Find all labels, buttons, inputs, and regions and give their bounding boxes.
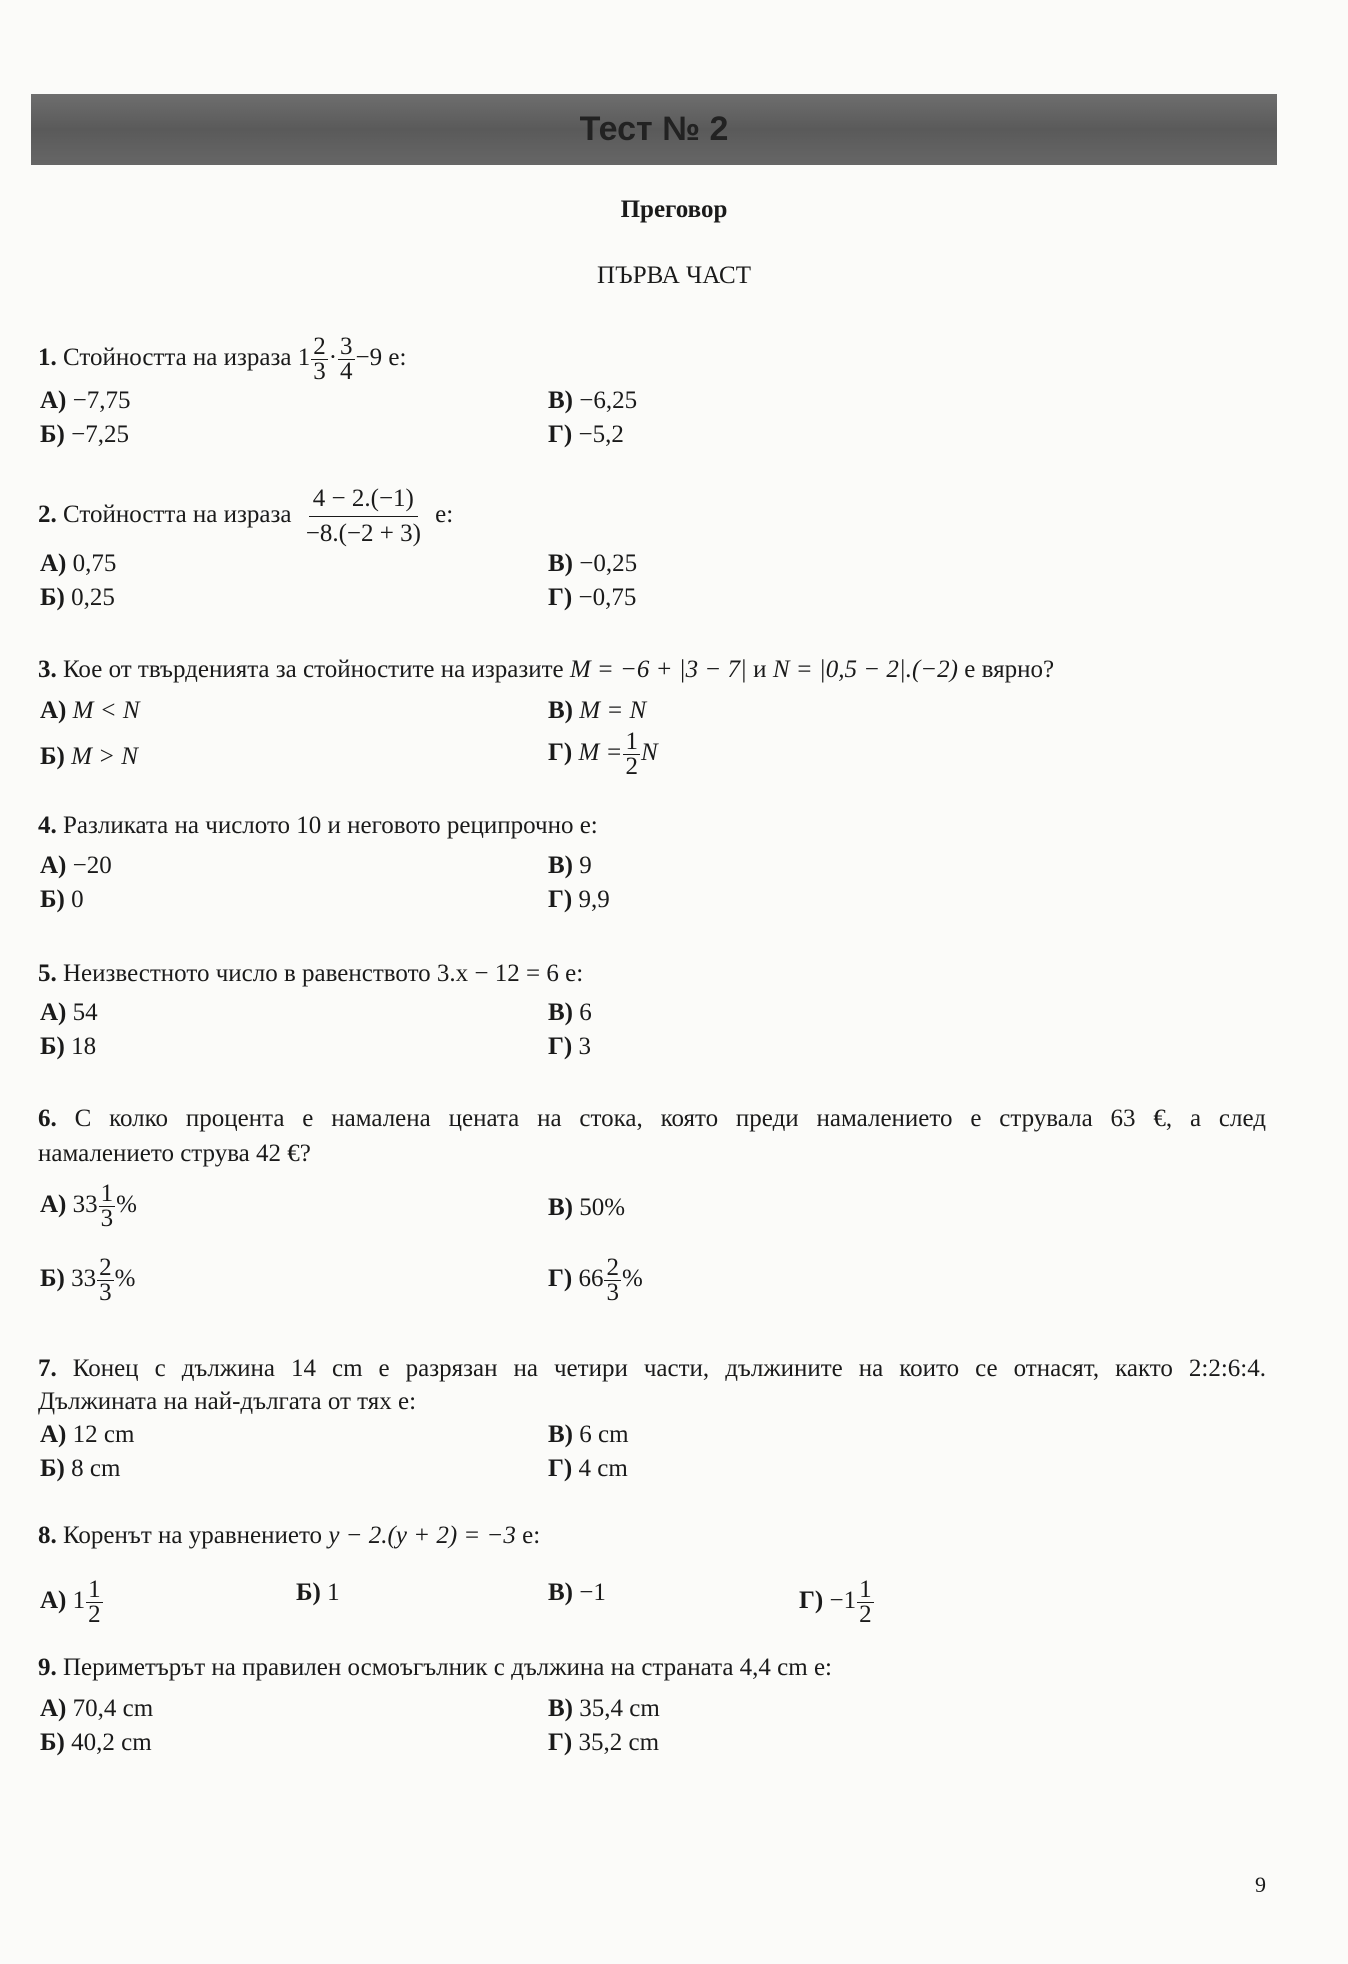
question-number: 5.: [38, 960, 57, 987]
test-title-banner: [31, 94, 1277, 165]
option-label: Г): [548, 421, 573, 448]
option-value: −0,25: [579, 550, 638, 577]
numerator: 1: [625, 728, 638, 755]
option-label: В): [548, 1695, 573, 1722]
option-b[interactable]: [40, 1256, 135, 1305]
question-text: Периметърът на правилен осмоъгълник с дължина на страната 4,4 cm е:: [63, 1654, 832, 1681]
option-label: В): [548, 1421, 573, 1448]
option-value: M = N: [579, 697, 647, 724]
question-text: Кое от твърденията за стойностите на изразите: [63, 656, 564, 683]
option-value: 8 cm: [71, 1455, 121, 1482]
numerator: 2: [99, 1254, 112, 1281]
option-label: В): [548, 852, 573, 879]
option-value: 1: [327, 1579, 340, 1606]
option-label: Б): [40, 743, 65, 770]
option-value: 0,25: [71, 584, 115, 611]
option-value: 35,2 cm: [578, 1729, 660, 1756]
question-8: [38, 1521, 540, 1551]
option-b[interactable]: [40, 742, 138, 772]
option-b[interactable]: [296, 1578, 340, 1608]
option-value: 9: [579, 852, 592, 879]
percent-sign: %: [621, 1265, 643, 1293]
option-label: А): [40, 999, 67, 1026]
expr: −9: [355, 344, 383, 372]
question-text: е:: [522, 1522, 541, 1549]
option-c[interactable]: [548, 549, 637, 579]
option-b[interactable]: [40, 885, 84, 915]
question-number: 1.: [38, 344, 57, 372]
option-value: 18: [71, 1033, 97, 1060]
option-label: А): [40, 1421, 67, 1448]
option-value: 12 cm: [72, 1421, 135, 1448]
question-number: 9.: [38, 1654, 57, 1681]
fraction: [86, 1578, 103, 1627]
question-text: Стойността на израза: [63, 501, 292, 529]
option-d[interactable]: [548, 1256, 643, 1305]
numerator: 2: [313, 333, 326, 360]
option-value: −0,75: [578, 584, 637, 611]
option-value: 6 cm: [579, 1421, 629, 1448]
question-text: Конец с дължина 14 cm е разрязан на четири части, дължините на които се отнасят, както 2:2:6:4.: [72, 1355, 1266, 1382]
option-value: 0: [71, 886, 84, 913]
question-text: Стойността на израза: [63, 344, 292, 372]
option-label: А): [40, 1695, 67, 1722]
question-text: е:: [435, 501, 454, 529]
option-label: А): [40, 697, 67, 724]
fraction: [97, 1256, 114, 1305]
option-value: −7,75: [72, 387, 131, 414]
option-label: А): [40, 1191, 67, 1219]
numerator: 3: [340, 333, 353, 360]
option-d[interactable]: [548, 583, 636, 613]
question-text: Разликата на числото 10 и неговото реципрочно е:: [63, 812, 598, 839]
question-2: [38, 482, 453, 551]
option-label: В): [548, 387, 573, 414]
fraction: [306, 482, 421, 551]
option-value: 3: [578, 1033, 591, 1060]
question-9: [38, 1653, 832, 1683]
fraction: [99, 1182, 116, 1231]
option-a[interactable]: [40, 1578, 104, 1627]
option-d[interactable]: [799, 1578, 875, 1627]
option-label: Г): [548, 584, 573, 611]
numerator: 1: [88, 1576, 101, 1603]
option-label: А): [40, 1587, 67, 1615]
question-6: [38, 1104, 1266, 1134]
option-value: −6,25: [579, 387, 638, 414]
option-label: Г): [548, 739, 573, 767]
denominator: 2: [88, 1601, 101, 1628]
question-number: 7.: [38, 1355, 57, 1382]
page-number: 9: [1255, 1872, 1266, 1897]
option-label: Г): [548, 1033, 573, 1060]
option-value: 35,4 cm: [579, 1695, 660, 1722]
expr: 1: [297, 344, 311, 372]
option-label: Г): [548, 886, 573, 913]
option-label: Г): [548, 1729, 573, 1756]
option-c[interactable]: [548, 851, 592, 881]
fraction: [311, 335, 328, 384]
expr-m: M = −6 + |3 − 7|: [569, 656, 747, 683]
question-number: 2.: [38, 501, 57, 529]
option-b[interactable]: [40, 1728, 152, 1758]
expr-n: N = |0,5 − 2|.(−2): [772, 656, 958, 683]
option-d[interactable]: [548, 730, 658, 779]
question-text: е вярно?: [964, 656, 1055, 683]
option-b[interactable]: [40, 1032, 96, 1062]
option-label: А): [40, 387, 67, 414]
option-a[interactable]: [40, 1182, 137, 1231]
option-label: Г): [799, 1587, 824, 1615]
option-value: M =: [578, 739, 623, 767]
option-c[interactable]: [548, 1193, 625, 1223]
fraction: [623, 730, 640, 779]
denominator: −8.(−2 + 3): [305, 520, 421, 547]
denominator: 3: [313, 358, 326, 385]
percent-sign: %: [114, 1265, 136, 1293]
option-c[interactable]: [548, 1578, 606, 1608]
option-d[interactable]: [548, 1032, 591, 1062]
option-label: В): [548, 550, 573, 577]
option-label: В): [548, 1194, 573, 1221]
section-title: Преговор: [620, 196, 728, 223]
option-a[interactable]: [40, 1694, 153, 1724]
question-5: [38, 959, 583, 989]
option-label: А): [40, 852, 67, 879]
question-text: и: [753, 656, 767, 683]
numerator: 1: [859, 1576, 872, 1603]
option-value: −20: [72, 852, 112, 879]
option-label: Б): [40, 1729, 65, 1756]
question-text: е:: [388, 344, 407, 372]
denominator: 2: [859, 1601, 872, 1628]
option-value: 33: [71, 1265, 97, 1293]
question-text: Неизвестното число в равенството 3.x − 12 = 6 е:: [63, 960, 584, 987]
numerator: 1: [100, 1180, 114, 1207]
option-value: −7,25: [71, 421, 129, 448]
option-a[interactable]: [40, 696, 140, 726]
option-value: 9,9: [578, 886, 610, 913]
option-label: Б): [40, 1265, 65, 1293]
fraction: [604, 1256, 621, 1305]
question-6-cont: намалението струва 42 €?: [38, 1140, 311, 1167]
question-number: 8.: [38, 1522, 57, 1549]
option-a[interactable]: [40, 549, 116, 579]
option-value: 40,2 cm: [71, 1729, 152, 1756]
option-label: Г): [548, 1455, 573, 1482]
option-value: 54: [72, 999, 98, 1026]
question-7: [38, 1354, 1266, 1384]
option-b[interactable]: [40, 583, 115, 613]
option-value: N: [640, 739, 658, 767]
numerator: 4 − 2.(−1): [309, 482, 418, 517]
option-label: А): [40, 550, 67, 577]
option-value: M < N: [72, 697, 140, 724]
option-c[interactable]: [548, 386, 637, 416]
equation: y − 2.(y + 2) = −3: [328, 1522, 516, 1549]
option-value: 33: [72, 1191, 98, 1219]
option-label: В): [548, 999, 573, 1026]
option-label: Б): [296, 1579, 321, 1606]
option-a[interactable]: [40, 851, 112, 881]
option-label: В): [548, 697, 573, 724]
percent-sign: %: [116, 1191, 137, 1219]
option-d[interactable]: [548, 420, 624, 450]
option-a[interactable]: [40, 386, 131, 416]
denominator: 2: [625, 753, 638, 780]
fraction: [857, 1578, 874, 1627]
option-value: 70,4 cm: [72, 1695, 154, 1722]
question-text: Коренът на уравнението: [63, 1522, 323, 1549]
numerator: 2: [606, 1254, 619, 1281]
option-label: Б): [40, 1455, 65, 1482]
option-c[interactable]: [548, 1694, 660, 1724]
denominator: 3: [606, 1279, 619, 1306]
option-value: 6: [579, 999, 592, 1026]
option-value: −5,2: [578, 421, 624, 448]
option-label: Б): [40, 886, 65, 913]
option-value: 66: [578, 1265, 604, 1293]
option-value: 4 cm: [578, 1455, 628, 1482]
question-4: [38, 811, 598, 841]
denominator: 4: [340, 358, 353, 385]
option-value: −1: [579, 1579, 606, 1606]
option-b[interactable]: [40, 420, 129, 450]
expr: ·: [328, 344, 338, 372]
option-b[interactable]: [40, 1454, 120, 1484]
part-title: ПЪРВА ЧАСТ: [596, 262, 752, 289]
fraction: [338, 335, 355, 384]
option-value: 0,75: [72, 550, 117, 577]
option-c[interactable]: [548, 1420, 629, 1450]
test-title: Тест № 2: [579, 110, 729, 148]
option-value: −1: [829, 1587, 857, 1615]
option-d[interactable]: [548, 885, 610, 915]
question-number: 6.: [38, 1105, 57, 1132]
option-value: 50%: [579, 1194, 626, 1221]
option-a[interactable]: [40, 1420, 134, 1450]
option-label: Б): [40, 421, 65, 448]
question-text: С колко процента е намалена цената на стока, която преди намалението е струвала 63 €, а след: [74, 1105, 1266, 1132]
question-3: [38, 655, 1054, 685]
question-1: [38, 335, 406, 384]
option-label: В): [548, 1579, 573, 1606]
option-label: Б): [40, 584, 65, 611]
option-d[interactable]: [548, 1728, 659, 1758]
question-number: 4.: [38, 812, 57, 839]
question-number: 3.: [38, 656, 57, 683]
denominator: 3: [100, 1205, 114, 1232]
option-label: Г): [548, 1265, 573, 1293]
option-value: 1: [72, 1587, 86, 1615]
option-a[interactable]: [40, 998, 98, 1028]
option-value: M > N: [71, 743, 138, 770]
denominator: 3: [99, 1279, 112, 1306]
option-d[interactable]: [548, 1454, 628, 1484]
question-7-cont: Дължината на най-дългата от тях е:: [38, 1388, 417, 1415]
option-label: Б): [40, 1033, 65, 1060]
option-c[interactable]: [548, 696, 646, 726]
option-c[interactable]: [548, 998, 592, 1028]
